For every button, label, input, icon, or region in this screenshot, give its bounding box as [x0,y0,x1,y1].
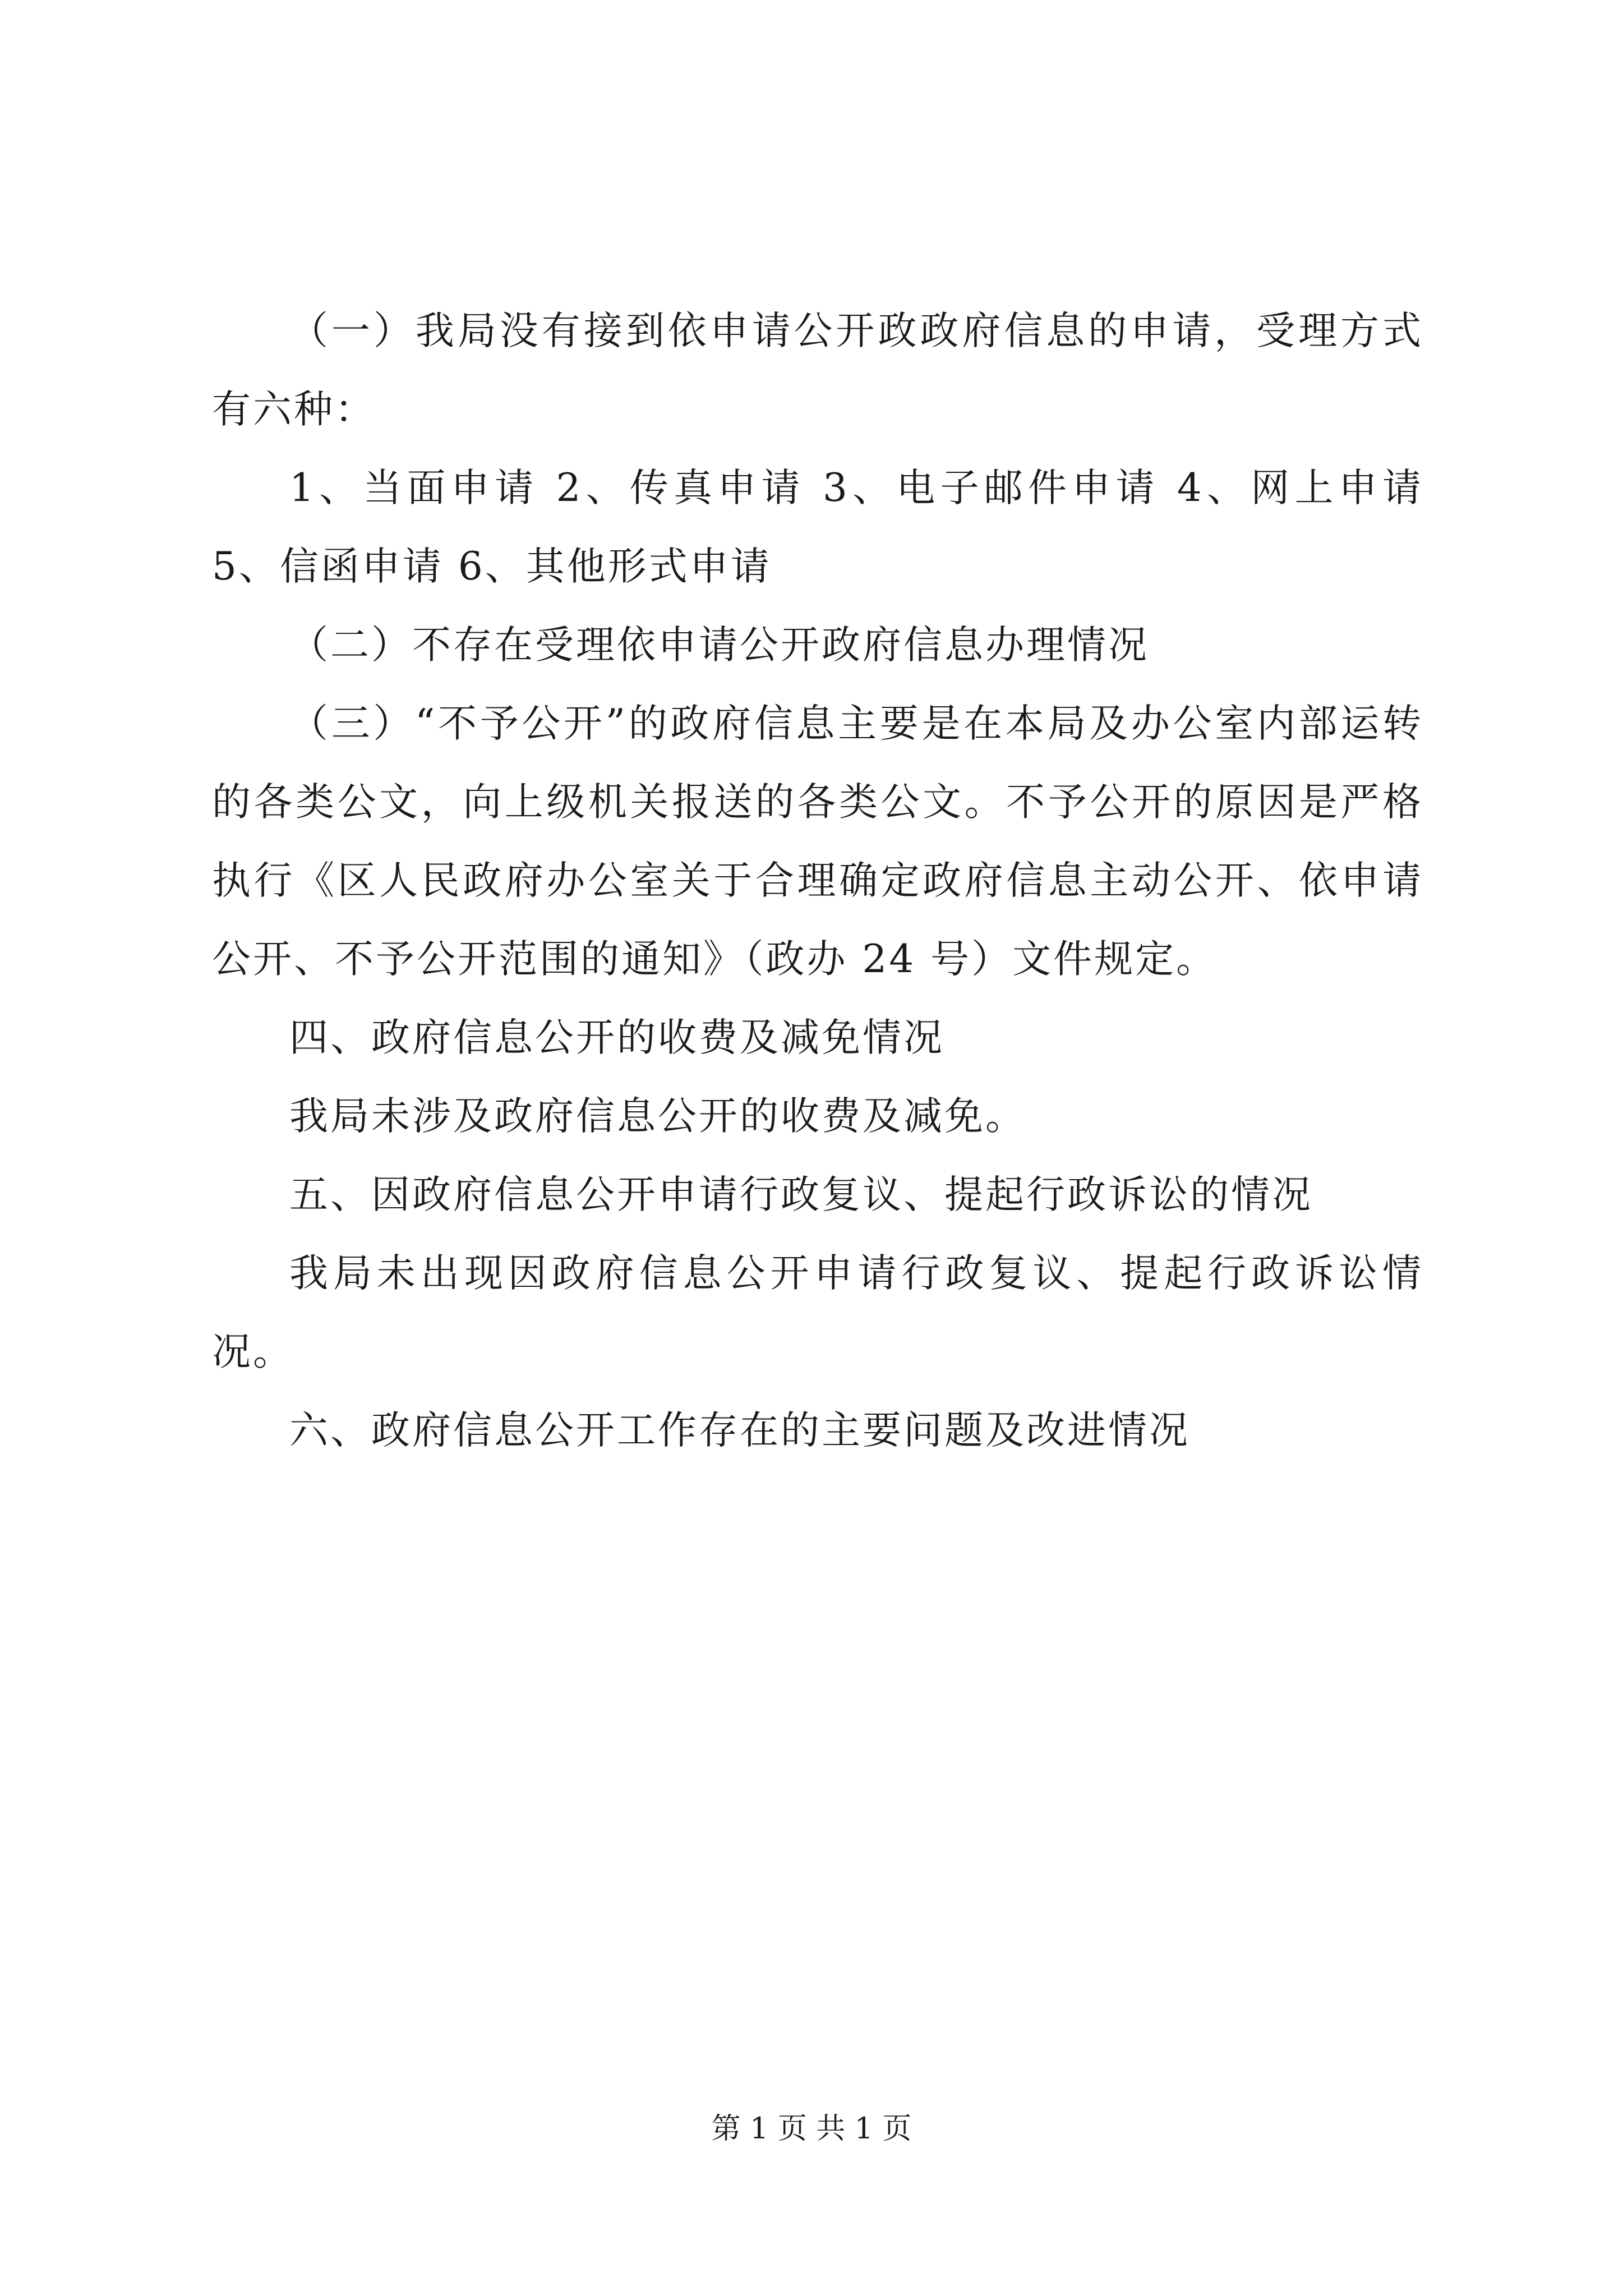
document-body [212,292,1423,1470]
section-heading-4: 四、政府信息公开的收费及减免情况 [289,1015,944,1060]
section-heading-5: 五、因政府信息公开申请行政复议、提起行政诉讼的情况 [289,1172,1313,1217]
paragraph-3: （二）不存在受理依申请公开政府信息办理情况 [289,623,1149,668]
paragraph-1: （一）我局没有接到依申请公开政政府信息的申请，受理方式有六种： [212,309,1423,432]
paragraph-6: 我局未涉及政府信息公开的收费及减免。 [289,1094,1026,1139]
paragraph-2: 1、当面申请 2、传真申请 3、电子邮件申请 4、网上申请 5、信函申请 6、其他形式申请 [212,466,1423,589]
paragraph-4: （三）“不予公开”的政府信息主要是在本局及办公室内部运转的各类公文，向上级机关报送的各类公文。不予公开的原因是严格执行《区人民政府办公室关于合理确定政府信息主动公开、依申请公开、不予公开范围的通知》（政办 24 号）文件规定。 [212,701,1423,982]
paragraph-8: 我局未出现因政府信息公开申请行政复议、提起行政诉讼情况。 [212,1251,1423,1374]
page-footer [0,2112,1623,2146]
section-heading-6: 六、政府信息公开工作存在的主要问题及改进情况 [289,1408,1190,1453]
page-number-label: 第 1 页 共 1 页 [711,2112,912,2146]
